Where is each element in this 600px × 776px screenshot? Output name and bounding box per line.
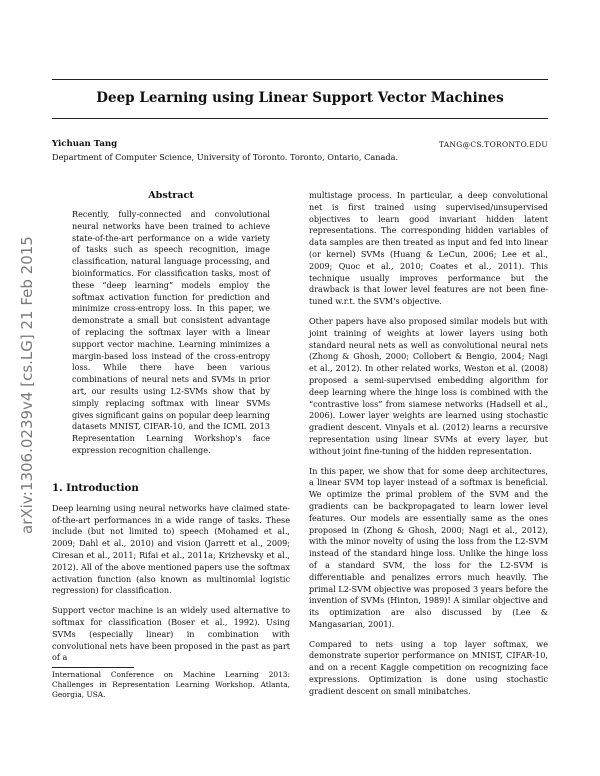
intro-paragraph-4: Other papers have also proposed similar models but with joint training of weights at lower layers using both standard neural nets as well as convolutional neural nets (Zhong & Ghosh, 2000; Collobert & Bengio, 2004; Nagi et al., 2012). In other related works, Weston et al. (2008) proposed a semi-supervised embedding algorithm for deep learning where the hinge loss is combined with the “contrastive loss” from siamese networks (Hadsell et al., 2006). Lower layer weights are learned using stochastic gradient descent. Vinyals et al. (2012) learns a recursive representation using linear SVMs at every layer, but without joint fine-tuning of the hidden representation. xyxy=(309,315,548,456)
title-top-rule xyxy=(52,79,548,80)
left-column xyxy=(52,190,290,672)
arxiv-stamp: arXiv:1306.0239v4 [cs.LG] 21 Feb 2015 xyxy=(18,236,36,535)
abstract-text: Recently, fully-connected and convolutional neural networks have been trained to achieve state-of-the-art performance on a wide variety of tasks such as speech recognition, image classification, natural language processing, and bioinformatics. For classification tasks, most of these “deep learning” models employ the softmax activation function for prediction and minimize cross-entropy loss. In this paper, we demonstrate a small but consistent advantage of replacing the softmax layer with a linear support vector machine. Learning minimizes a margin-based loss instead of the cross-entropy loss. While there have been various combinations of neural nets and SVMs in prior art, our results using L2-SVMs show that by simply replacing softmax with linear SVMs gives significant gains on popular deep learning datasets MNIST, CIFAR-10, and the ICML 2013 Representation Learning Workshop's face expression recognition challenge. xyxy=(72,209,270,455)
intro-paragraph-3: multistage process. In particular, a deep convolutional net is first trained using supervised/unsupervised objectives to learn good invariant hidden latent representations. The corresponding hidden variables of data samples are then treated as input and fed into linear (or kernel) SVMs (Huang & LeCun, 2006; Lee et al., 2009; Quoc et al., 2010; Coates et al., 2011). This technique usually improves performance but the drawback is that lower level features are not been fine-tuned w.r.t. the SVM's objective. xyxy=(309,190,548,307)
intro-paragraph-1: Deep learning using neural networks have claimed state-of-the-art performances in a wide range of tasks. These include (but not limited to) speech (Mohamed et al., 2009; Dahl et al., 2010) and vision (Jarrett et al., 2009; Ciresan et al., 2011; Rifai et al., 2011a; Krizhevsky et al., 2012). All of the above mentioned papers use the softmax activation function (also known as multinomial logistic regression) for classification. xyxy=(52,502,290,596)
intro-paragraph-5: In this paper, we show that for some deep architectures, a linear SVM top layer instead of a softmax is beneficial. We optimize the primal problem of the SVM and the gradients can be backpropagated to learn lower level features. Our models are essentially same as the ones proposed in (Zhong & Ghosh, 2000; Nagi et al., 2012), with the minor novelty of using the loss from the L2-SVM instead of the standard hinge loss. Unlike the hinge loss of a standard SVM, the loss for the L2-SVM is differentiable and penalizes errors much heavily. The primal L2-SVM objective was proposed 3 years before the invention of SVMs (Hinton, 1989)! A similar objective and its optimization are also discussed by (Lee & Mangasarian, 2001). xyxy=(309,465,548,629)
footnote-rule xyxy=(52,667,134,668)
right-column xyxy=(309,190,548,706)
title-bottom-rule xyxy=(52,118,548,119)
author-email[interactable]: TANG@CS.TORONTO.EDU xyxy=(438,140,548,149)
intro-paragraph-6: Compared to nets using a top layer softmax, we demonstrate superior performance on MNIST, CIFAR-10, and on a recent Kaggle competition on recognizing face expressions. Optimization is done using stochastic gradient descent on small minibatches. xyxy=(309,638,548,696)
author-affiliation: Department of Computer Science, University of Toronto. Toronto, Ontario, Canada. xyxy=(52,152,399,162)
author-name: Yichuan Tang xyxy=(52,139,118,149)
paper-title: Deep Learning using Linear Support Vector Machines xyxy=(96,90,504,106)
footnote: International Conference on Machine Learning 2013: Challenges in Representation Learning Workshop. Atlanta, Georgia, USA. xyxy=(52,670,290,700)
abstract-heading: Abstract xyxy=(148,190,194,201)
intro-paragraph-2: Support vector machine is an widely used alternative to softmax for classification (Boser et al., 1992). Using SVMs (especially linear) in combination with convolutional nets have been proposed in the past as part of a xyxy=(52,605,290,663)
introduction-heading: 1. Introduction xyxy=(52,481,139,494)
